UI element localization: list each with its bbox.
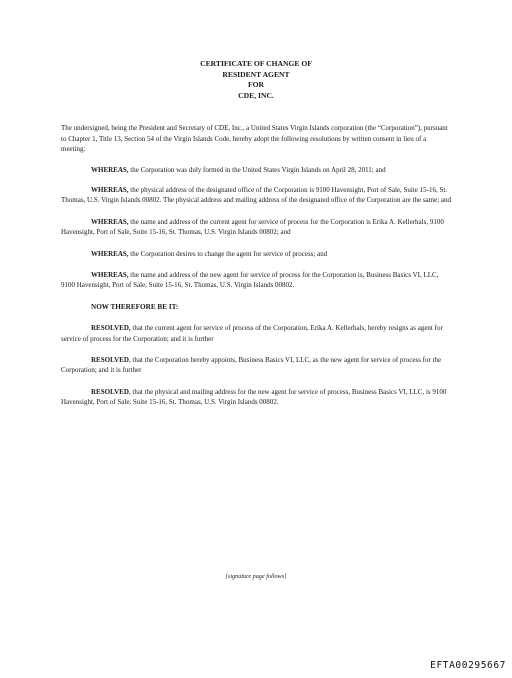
resolved-lead: RESOLVED, [91,324,131,333]
resolved-text: , that the Corporation hereby appoints, Business Basics VI, LLC, as the new agent for service of process for the Corporation; and it is further [61,356,442,375]
whereas-text: the physical address of the designated office of the Corporation is 9100 Havensight, Port of Sale, Suite 15-16, St. Thomas, U.S. Virgin Islands 00802. The physical address and mailing address of the designated office of the Corporation are the same; and [61,186,452,205]
resolved-lead: RESOLVED [91,356,129,365]
whereas-paragraph-3 [61,217,451,238]
whereas-text: the name and address of the current agent for service of process for the Corporation is Erika A. Kellerhals, 9100 Havensight, Port of Sale, Suite 15-16, St. Thomas, U.S. Virgin Islands 00802; and [61,217,444,237]
resolved-paragraph-3 [61,387,451,408]
whereas-lead: WHEREAS, [91,271,129,280]
whereas-lead: WHEREAS, [91,186,129,194]
title-line-2: RESIDENT AGENT [222,69,290,79]
resolved-paragraph-1 [61,323,451,344]
whereas-text: the Corporation desires to change the agent for service of process; and [128,249,328,258]
whereas-text: the name and address of the new agent for service of process for the Corporation is, Business Basics VI, LLC, 9100 Havensight, Port of Sale, Suite 15-16, St. Thomas, U.S. Virgin Islands 00802. [61,271,439,290]
intro-paragraph: The undersigned, being the President and Secretary of CDE, Inc., a United States Virgin Islands corporation (the “Corporation”), pursuant to Chapter 1, Title 13, Section 54 of the Virgin Islands Code, hereby adopt the following resolutions by written consent in lieu of a meeting: [61,124,448,154]
whereas-paragraph-1 [61,165,451,175]
document-body [61,59,451,408]
whereas-lead: WHEREAS, [91,165,129,174]
whereas-paragraph-2 [61,185,451,206]
resolved-text: , that the physical and mailing address for the new agent for service of process, Business Basics VI, LLC, is 9100 Havensight, Port of Sale, Suite 15-16, St. Thomas, U.S. Virgin Islands 00802. [61,387,447,407]
whereas-paragraph-5 [61,270,451,291]
signature-page-note: [signature page follows] [225,573,287,580]
resolved-paragraph-2 [61,355,451,376]
whereas-lead: WHEREAS, [91,249,129,258]
title-line-1: CERTIFICATE OF CHANGE OF [200,59,312,68]
title-line-3: FOR [247,80,265,90]
whereas-paragraph-4 [61,249,451,259]
therefore-heading: NOW THEREFORE BE IT: [91,302,179,311]
document-title [61,59,451,101]
document-id-stamp: EFTA00295667 [430,660,506,671]
resolved-lead: RESOLVED [91,387,129,396]
resolved-text: that the current agent for service of process of the Corporation, Erika A. Kellerhals, hereby resigns as agent for service of process for the Corporation; and it is further [61,324,443,343]
title-line-4: CDE, INC. [238,90,274,100]
whereas-text: the Corporation was duly formed in the United States Virgin Islands on April 28, 2011; and [128,165,386,174]
whereas-lead: WHEREAS, [91,217,129,226]
